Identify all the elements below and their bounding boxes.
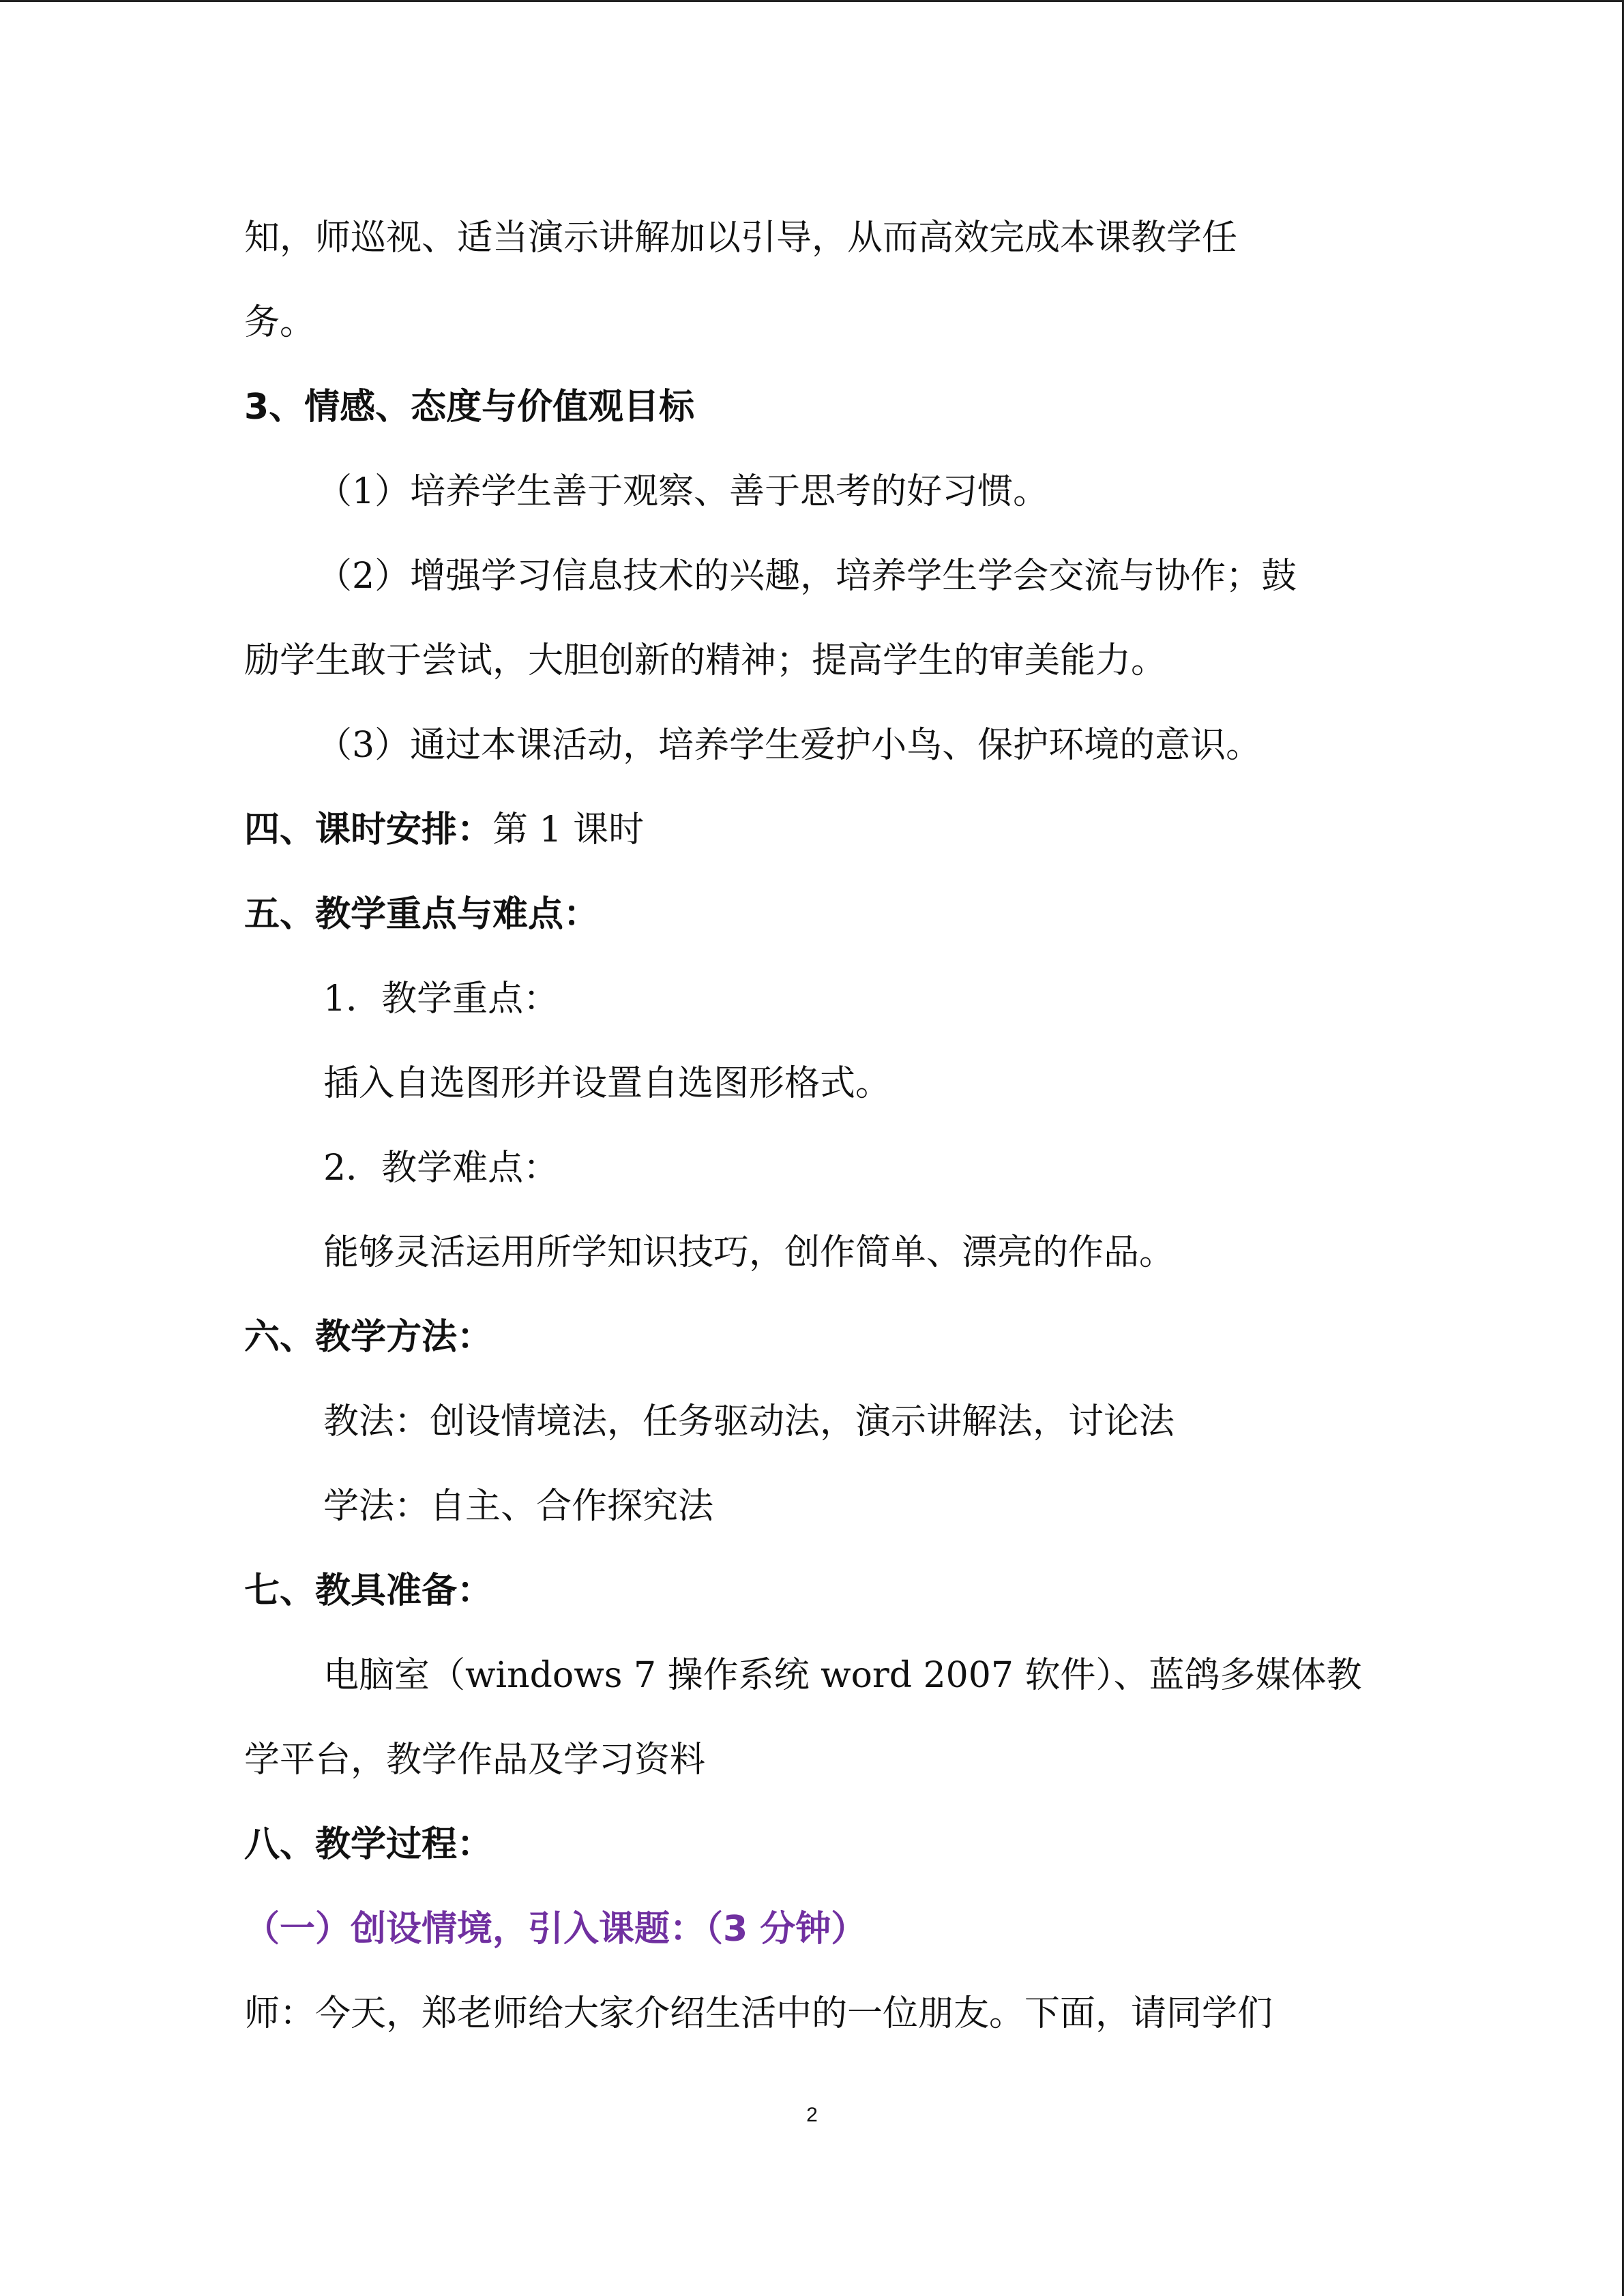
heading-class-schedule xyxy=(244,808,644,852)
sub-heading: 1．教学重点： xyxy=(323,979,559,1019)
page-top-border xyxy=(0,0,1624,2)
section-heading-purple: （一）创设情境，引入课题：（3 分钟） xyxy=(244,1909,867,1950)
paragraph-line: 插入自选图形并设置自选图形格式。 xyxy=(323,1063,891,1104)
paragraph-line: 励学生敢于尝试，大胆创新的精神；提高学生的审美能力。 xyxy=(244,640,1167,681)
list-item: （3）通过本课活动，培养学生爱护小鸟、保护环境的意识。 xyxy=(316,725,1262,766)
heading-value: 第 1 课时 xyxy=(492,809,645,850)
paragraph-line: 师：今天，郑老师给大家介绍生活中的一位朋友。下面，请同学们 xyxy=(244,1993,1273,2034)
sub-heading: 2．教学难点： xyxy=(323,1148,559,1189)
heading-key-points: 五、教学重点与难点： xyxy=(244,894,600,935)
paragraph-line: 电脑室（windows 7 操作系统 word 2007 软件）、蓝鸽多媒体教 xyxy=(323,1655,1362,1696)
list-item: （2）增强学习信息技术的兴趣，培养学生学会交流与协作；鼓 xyxy=(316,556,1297,597)
heading-teaching-aids: 七、教具准备： xyxy=(244,1570,493,1611)
paragraph-line: 务。 xyxy=(244,302,316,343)
heading-teaching-methods: 六、教学方法： xyxy=(244,1317,493,1358)
list-item: （1）培养学生善于观察、善于思考的好习惯。 xyxy=(316,471,1049,512)
page-number: 2 xyxy=(806,2104,818,2126)
paragraph-line: 知，师巡视、适当演示讲解加以引导，从而高效完成本课教学任 xyxy=(244,218,1238,258)
heading-label: 四、课时安排： xyxy=(244,809,493,850)
paragraph-line: 教法：创设情境法，任务驱动法，演示讲解法，讨论法 xyxy=(323,1401,1175,1442)
heading-emotion-goals: 3、情感、态度与价值观目标 xyxy=(244,387,695,428)
heading-teaching-process: 八、教学过程： xyxy=(244,1824,493,1865)
paragraph-line: 能够灵活运用所学知识技巧，创作简单、漂亮的作品。 xyxy=(323,1232,1175,1273)
paragraph-line: 学法：自主、合作探究法 xyxy=(323,1486,714,1527)
paragraph-line: 学平台，教学作品及学习资料 xyxy=(244,1740,706,1780)
